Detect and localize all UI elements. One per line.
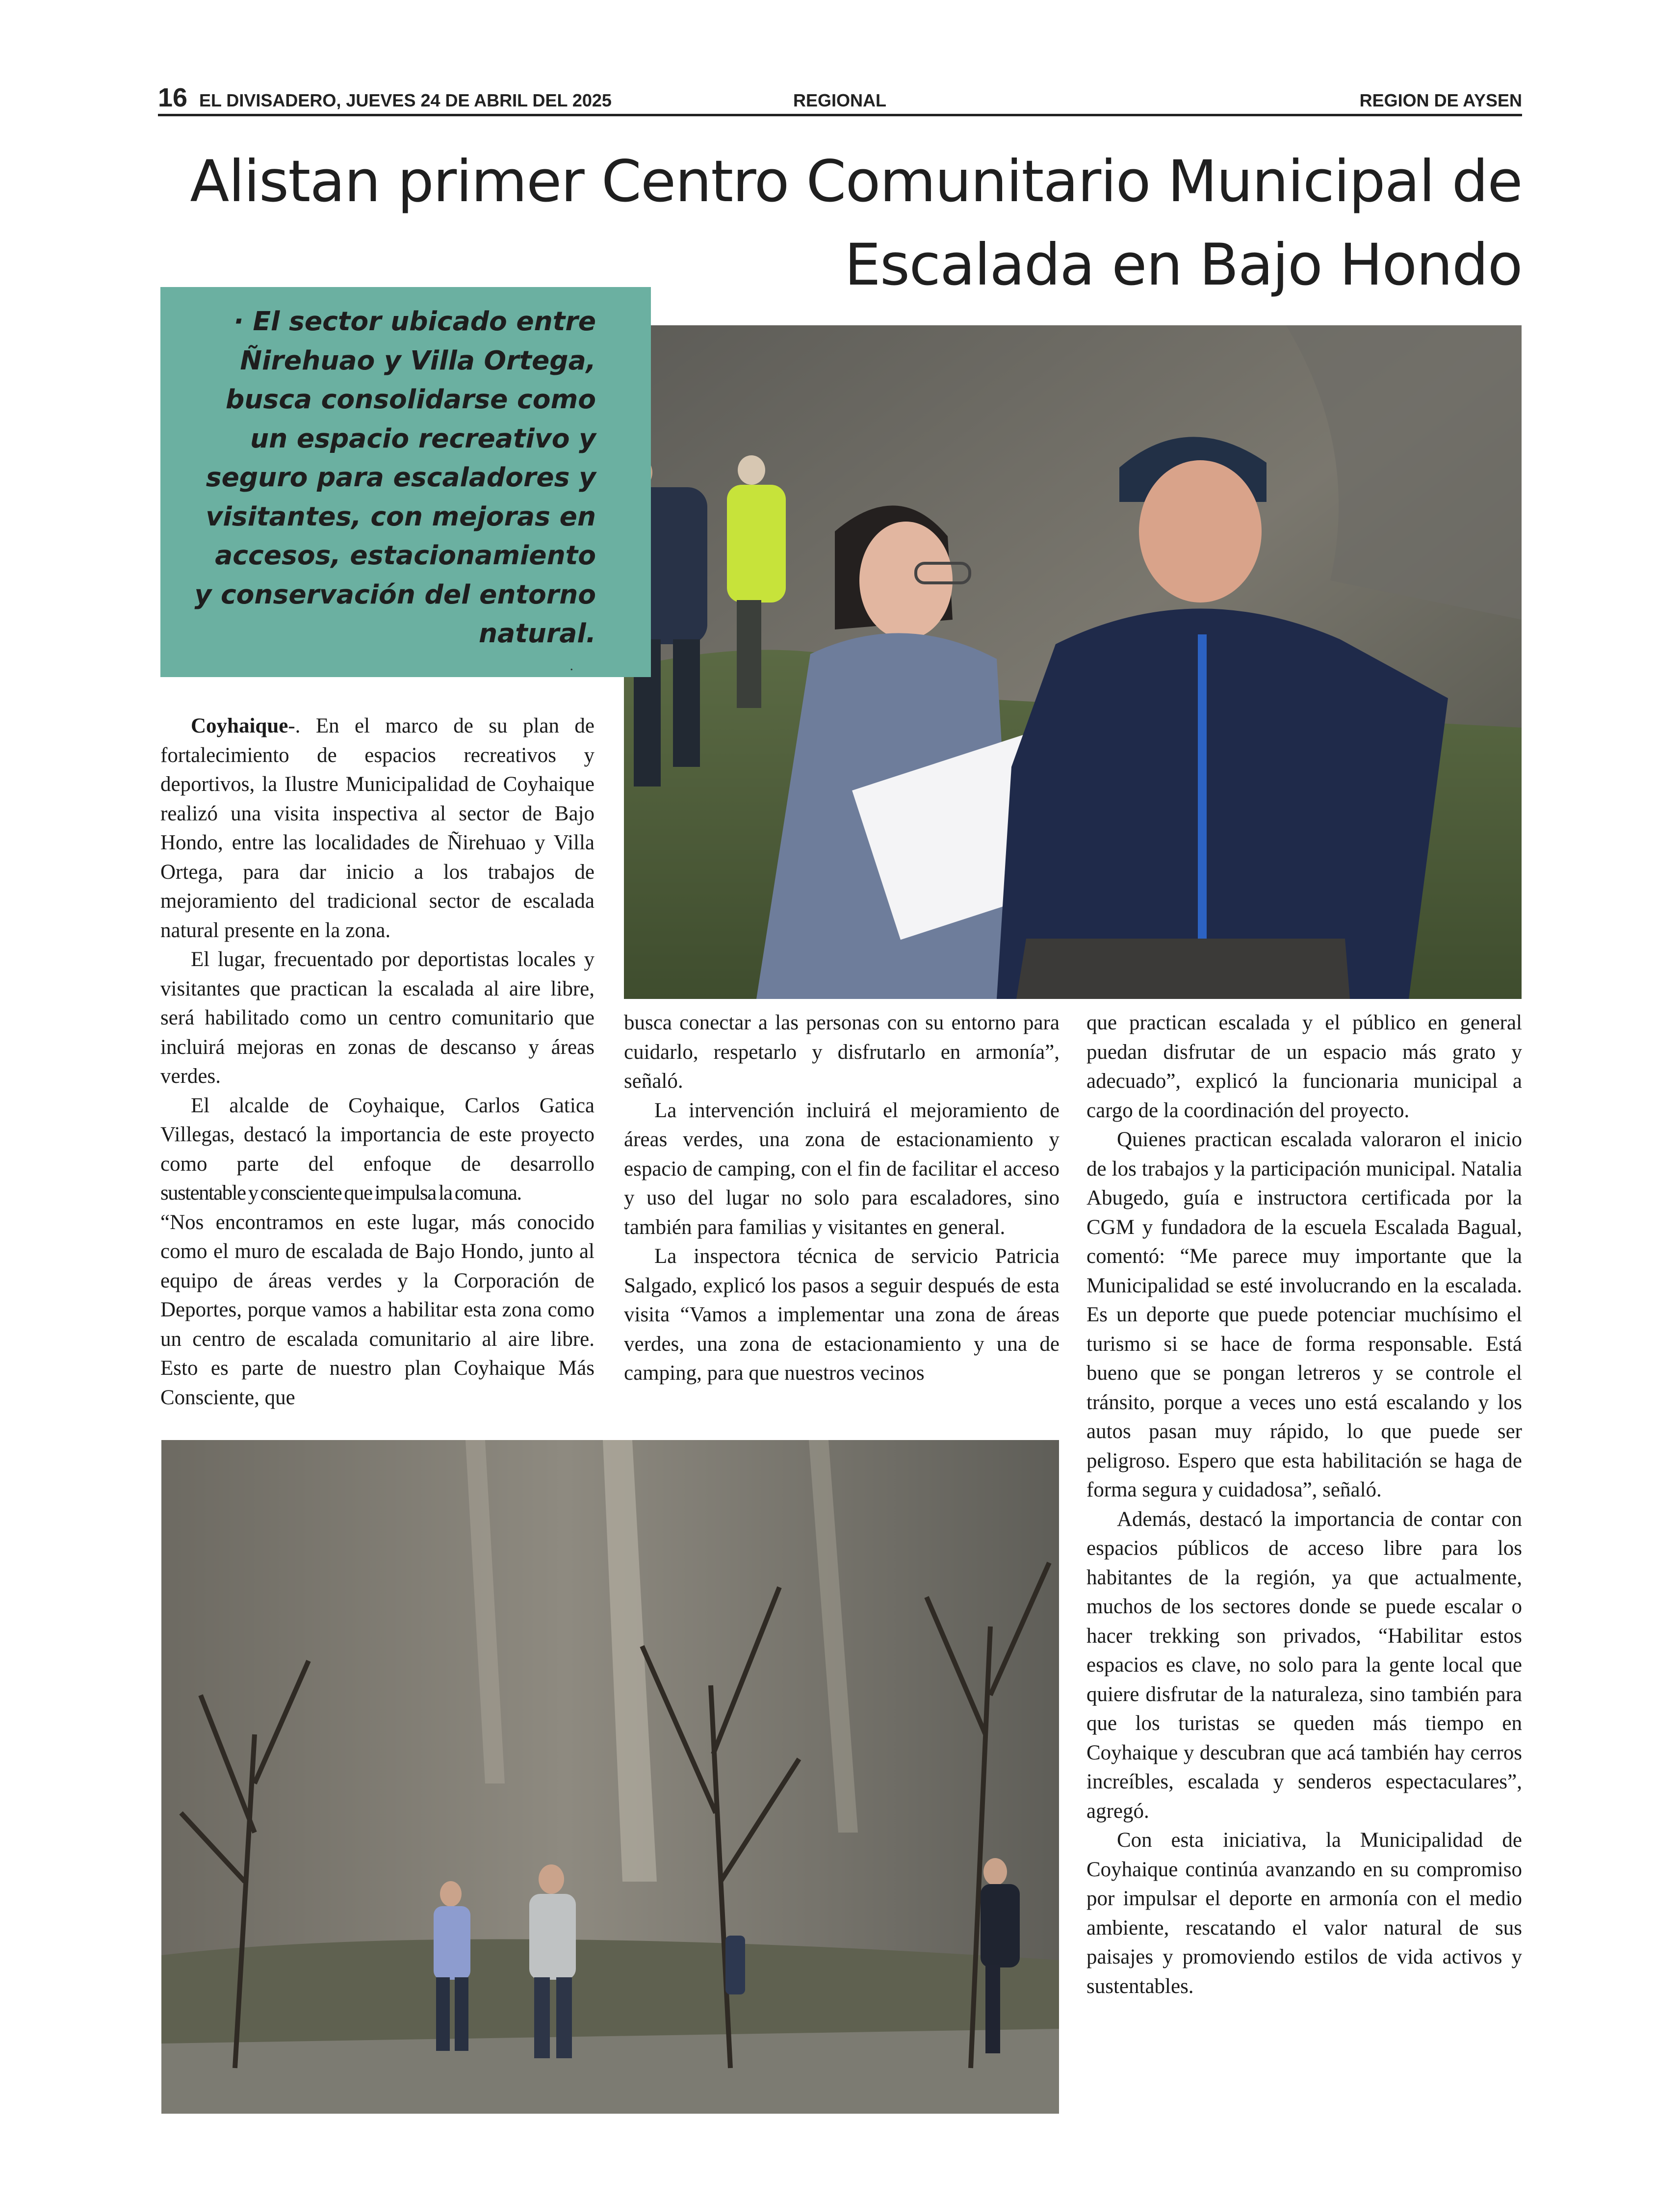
headline bbox=[158, 140, 1522, 307]
section-label: REGIONAL bbox=[793, 90, 887, 110]
headline-line-2: Escalada en Bajo Hondo bbox=[844, 231, 1522, 298]
lede-text: · El sector ubicado entre Ñirehuao y Villa Ortega, busca consolidarse como un espacio recreativo y seguro para escaladores y visitantes, con mejoras en accesos, estacionamiento y conservación del entorno natural. bbox=[194, 306, 596, 649]
page-number: 16 bbox=[158, 83, 188, 112]
paragraph-4: La intervención incluirá el mejoramiento de áreas verdes, una zona de estacionamiento y espacio de camping, con el fin de facilitar el acceso y uso del lugar no solo para escaladores, sino también para familias y visitantes en general. bbox=[624, 1099, 1060, 1239]
lede-callout bbox=[160, 287, 651, 677]
paragraph-8: Con esta iniciativa, la Municipalidad de Coyhaique continúa avanzando en su compromiso por impulsar el deporte en armonía con el medio ambiente, rescatando el valor natural de sus paisajes y promoviendo estilos de vida activos y sustentables. bbox=[1086, 1829, 1522, 1998]
article-column-2 bbox=[624, 1008, 1060, 1388]
article-column-1 bbox=[160, 711, 594, 1412]
photo-officials-inspection bbox=[624, 325, 1522, 999]
paragraph-5: La inspectora técnica de servicio Patricia Salgado, explicó los pasos a seguir después de esta visita “Vamos a implementar una zona de áreas verdes, una zona de estacionamiento y una de camping, para que nuestros vecinos bbox=[624, 1245, 1060, 1385]
article-column-3 bbox=[1086, 1008, 1522, 2001]
paragraph-1 bbox=[160, 711, 594, 945]
paragraph-2: El lugar, frecuentado por deportistas locales y visitantes que practican la escalada al aire libre, será habilitado como un centro comunitario que incluirá mejoras en zonas de descanso y áreas verdes. bbox=[160, 948, 594, 1088]
paragraph-6: Quienes practican escalada valoraron el inicio de los trabajos y la participación municipal. Natalia Abugedo, guía e instructora certificada por la CGM y fundadora de la escuela Escalada Bagual, comentó: “Me parece muy importante que la Municipalidad se esté involucrando en la escalada. Es un deporte que puede potenciar muchísimo el turismo si se hace de forma responsable. Está bueno que se pongan letreros y se controle el tránsito, porque a veces uno está escalando y los autos pasan muy rápido, lo que puede ser peligroso. Espero que esta habilitación se haga de forma segura y cuidadosa”, señaló. bbox=[1086, 1128, 1522, 1501]
paragraph-3-continued: busca conectar a las personas con su entorno para cuidarlo, respetarlo y disfrutarlo en armonía”, señaló. bbox=[624, 1011, 1060, 1093]
paragraph-3-quote: “Nos encontramos en este lugar, más conocido como el muro de escalada de Bajo Hondo, junto al equipo de áreas verdes y la Corporación de Deportes, porque vamos a habilitar esta zona como un centro de escalada comunitario al aire libre. Esto es parte de nuestro plan Coyhaique Más Consciente, que bbox=[160, 1210, 594, 1409]
paragraph-3-text-a: El alcalde de Coyhaique, Carlos Gatica Villegas, destacó la importancia de este proyecto como parte del enfoque de desarrollo bbox=[160, 1094, 594, 1176]
paragraph-3 bbox=[160, 1091, 594, 1208]
lede-end-mark: . bbox=[569, 657, 573, 674]
paragraph-1-text: -. En el marco de su plan de fortalecimiento de espacios recreativos y deportivos, la Ilustre Municipalidad de Coyhaique realizó una visita inspectiva al sector de Bajo Hondo, entre las localidades de Ñirehuao y Villa Ortega, para dar inicio a los trabajos de mejoramiento del tradicional sector de escalada natural presente en la zona. bbox=[160, 714, 594, 942]
publication-date: EL DIVISADERO, JUEVES 24 DE ABRIL DEL 2025 bbox=[199, 90, 612, 110]
region-label: REGION DE AYSEN bbox=[1359, 90, 1522, 110]
paragraph-7: Además, destacó la importancia de contar con espacios públicos de acceso libre para los habitantes de la región, ya que actualmente, muchos de los sectores donde se puede escalar o hacer trekking son privados, “Habilitar estos espacios es clave, no solo para la gente local que quiere disfrutar de la naturaleza, sino también para que los turistas se queden más tiempo en Coyhaique y descubran que acá también hay cerros increíbles, escalada y senderos espectaculares”, agregó. bbox=[1086, 1507, 1522, 1823]
dateline: Coyhaique bbox=[191, 714, 288, 737]
paragraph-5-continued: que practican escalada y el público en general puedan disfrutar de un espacio más grato y adecuado”, explicó la funcionaria municipal a cargo de la coordinación del proyecto. bbox=[1086, 1011, 1522, 1122]
headline-line-1: Alistan primer Centro Comunitario Municipal de bbox=[190, 148, 1522, 215]
paragraph-3-tight-line: sustentable y consciente que impulsa la comuna. bbox=[160, 1181, 521, 1205]
page-header bbox=[158, 83, 1522, 116]
photo-climbing-wall bbox=[161, 1440, 1059, 2114]
